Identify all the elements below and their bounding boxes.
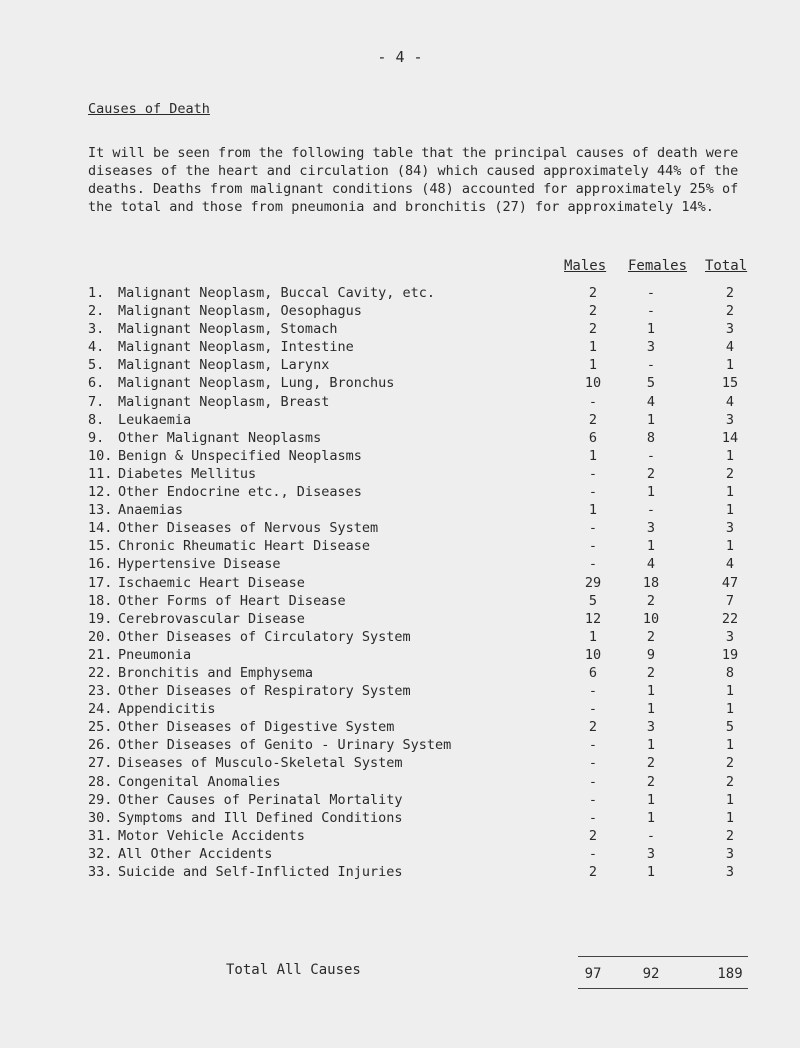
table-row [0, 447, 800, 465]
males-count: 2 [588, 864, 598, 880]
table-row [0, 827, 800, 845]
total-count: 2 [725, 773, 735, 790]
males-count: - [588, 393, 598, 410]
cause-name: Other Endocrine etc., Diseases [118, 484, 362, 501]
males-count: 10 [584, 646, 602, 663]
total-count: 2 [725, 465, 735, 482]
table-row [0, 320, 800, 338]
total-count: 1 [725, 357, 735, 374]
row-number: 10. [88, 447, 113, 464]
males-count: 1 [588, 339, 598, 356]
cause-name: Bronchitis and Emphysema [118, 664, 314, 681]
total-count: 22 [721, 610, 739, 627]
table-row [0, 284, 800, 302]
females-count: 2 [646, 465, 656, 482]
row-number: 27. [88, 755, 113, 772]
table-row [0, 773, 800, 791]
table-row [0, 356, 800, 374]
males-count: 1 [588, 502, 598, 519]
total-count: 15 [721, 375, 739, 392]
table-row [0, 519, 800, 537]
row-number: 16. [88, 556, 113, 573]
row-number: 9. [88, 429, 105, 446]
causes-table-body [0, 284, 800, 881]
females-count: 1 [646, 809, 656, 826]
females-count: 4 [646, 393, 656, 410]
row-number: 7. [88, 393, 105, 410]
males-count: - [588, 773, 598, 790]
total-count: 2 [725, 755, 735, 772]
total-count: 1 [725, 809, 735, 826]
males-count: 2 [588, 411, 598, 428]
total-count: 1 [725, 701, 735, 718]
cause-name: Malignant Neoplasm, Stomach [118, 321, 338, 338]
females-count: 18 [642, 574, 660, 591]
cause-name: Other Diseases of Nervous System [118, 520, 379, 537]
cause-name: Symptoms and Ill Defined Conditions [118, 809, 403, 826]
total-count: 2 [725, 303, 735, 320]
table-row [0, 646, 800, 664]
females-count: 1 [646, 321, 656, 338]
total-count: 1 [725, 484, 735, 501]
females-count: 1 [646, 791, 656, 808]
females-count: 10 [642, 610, 660, 627]
row-number: 13. [88, 502, 113, 519]
total-count: 1 [725, 447, 735, 464]
cause-name: Malignant Neoplasm, Intestine [118, 339, 354, 356]
table-row [0, 863, 800, 881]
cause-name: Malignant Neoplasm, Breast [118, 393, 330, 410]
total-count: 1 [725, 683, 735, 700]
total-count: 8 [725, 664, 735, 681]
total-count: 19 [721, 646, 739, 663]
males-count: - [588, 520, 598, 537]
table-row [0, 555, 800, 573]
females-count: 5 [646, 375, 656, 392]
total-count: 4 [725, 339, 735, 356]
row-number: 30. [88, 809, 113, 826]
males-count: 2 [588, 827, 598, 844]
females-count: 1 [646, 701, 656, 718]
males-count: 6 [588, 664, 598, 681]
females-count: - [646, 303, 656, 320]
males-count: - [588, 737, 598, 754]
males-count: 1 [588, 357, 598, 374]
cause-name: Other Diseases of Circulatory System [118, 628, 411, 645]
females-count: 1 [646, 683, 656, 700]
table-row [0, 664, 800, 682]
row-number: 20. [88, 628, 113, 645]
males-count: 2 [588, 303, 598, 320]
page-number: - 4 - [377, 48, 423, 66]
table-row [0, 302, 800, 320]
males-count: 2 [588, 321, 598, 338]
females-count: 3 [646, 719, 656, 736]
cause-name: Appendicitis [118, 701, 216, 718]
cause-name: Pneumonia [118, 646, 192, 663]
females-count: 1 [646, 737, 656, 754]
males-count: 5 [588, 592, 598, 609]
females-count: - [646, 827, 656, 844]
cause-name: All Other Accidents [118, 845, 273, 862]
row-number: 21. [88, 646, 113, 663]
males-count: 6 [588, 429, 598, 446]
total-header: Total [705, 258, 748, 274]
row-number: 8. [88, 411, 105, 428]
row-number: 14. [88, 520, 113, 537]
females-count: 1 [646, 411, 656, 428]
males-count: 1 [588, 447, 598, 464]
table-row [0, 393, 800, 411]
table-row [0, 465, 800, 483]
females-count: - [646, 502, 656, 519]
males-count: 10 [584, 375, 602, 392]
females-count: 3 [646, 845, 656, 862]
row-number: 33. [88, 864, 113, 880]
row-number: 17. [88, 574, 113, 591]
females-count: 2 [646, 773, 656, 790]
females-header: Females [628, 258, 688, 274]
row-number: 28. [88, 773, 113, 790]
total-count: 4 [725, 393, 735, 410]
cause-name: Other Diseases of Digestive System [118, 719, 395, 736]
cause-name: Other Malignant Neoplasms [118, 429, 322, 446]
table-row [0, 682, 800, 700]
cause-name: Motor Vehicle Accidents [118, 827, 305, 844]
total-count: 3 [725, 411, 735, 428]
males-count: - [588, 845, 598, 862]
total-count: 1 [725, 737, 735, 754]
females-count: - [646, 285, 656, 301]
males-count: 1 [588, 628, 598, 645]
females-count: 1 [646, 538, 656, 555]
males-count: 29 [584, 574, 602, 591]
cause-name: Benign & Unspecified Neoplasms [118, 447, 362, 464]
row-number: 6. [88, 375, 105, 392]
cause-name: Diseases of Musculo-Skeletal System [118, 755, 403, 772]
males-header: Males [564, 258, 607, 274]
totals-top-rule [578, 956, 748, 957]
table-row [0, 791, 800, 809]
row-number: 11. [88, 465, 113, 482]
males-count: - [588, 809, 598, 826]
total-count: 2 [725, 827, 735, 844]
females-count: 9 [646, 646, 656, 663]
total-count: 4 [725, 556, 735, 573]
females-count: 8 [646, 429, 656, 446]
row-number: 19. [88, 610, 113, 627]
table-row [0, 700, 800, 718]
totals-bottom-rule [578, 988, 748, 989]
row-number: 32. [88, 845, 113, 862]
cause-name: Malignant Neoplasm, Oesophagus [118, 303, 362, 320]
table-row [0, 845, 800, 863]
males-count: - [588, 538, 598, 555]
table-row [0, 537, 800, 555]
cause-name: Cerebrovascular Disease [118, 610, 305, 627]
males-count: - [588, 484, 598, 501]
table-header [0, 258, 800, 276]
females-count: 2 [646, 664, 656, 681]
cause-name: Suicide and Self-Inflicted Injuries [118, 864, 403, 880]
males-count: - [588, 556, 598, 573]
males-count: - [588, 791, 598, 808]
row-number: 18. [88, 592, 113, 609]
cause-name: Leukaemia [118, 411, 192, 428]
cause-name: Malignant Neoplasm, Larynx [118, 357, 330, 374]
cause-name: Other Diseases of Genito - Urinary System [118, 737, 452, 754]
females-count: 3 [646, 339, 656, 356]
total-count: 3 [725, 321, 735, 338]
cause-name: Malignant Neoplasm, Lung, Bronchus [118, 375, 395, 392]
total-count: 1 [725, 791, 735, 808]
row-number: 15. [88, 538, 113, 555]
males-count: 2 [588, 285, 598, 301]
table-row [0, 754, 800, 772]
row-number: 29. [88, 791, 113, 808]
total-count: 47 [721, 574, 739, 591]
total-count: 14 [721, 429, 739, 446]
row-number: 23. [88, 683, 113, 700]
total-count: 1 [725, 538, 735, 555]
table-row [0, 718, 800, 736]
row-number: 22. [88, 664, 113, 681]
totals-females: 92 [642, 966, 660, 982]
females-count: 4 [646, 556, 656, 573]
males-count: 2 [588, 719, 598, 736]
table-row [0, 501, 800, 519]
males-count: - [588, 465, 598, 482]
total-count: 1 [725, 502, 735, 519]
table-row [0, 610, 800, 628]
females-count: 3 [646, 520, 656, 537]
females-count: - [646, 447, 656, 464]
cause-name: Diabetes Mellitus [118, 465, 257, 482]
total-count: 2 [725, 285, 735, 301]
row-number: 5. [88, 357, 105, 374]
total-count: 3 [725, 520, 735, 537]
cause-name: Malignant Neoplasm, Buccal Cavity, etc. [118, 285, 435, 301]
table-row [0, 338, 800, 356]
table-row [0, 628, 800, 646]
table-row [0, 411, 800, 429]
row-number: 12. [88, 484, 113, 501]
cause-name: Hypertensive Disease [118, 556, 281, 573]
row-number: 3. [88, 321, 105, 338]
table-row [0, 483, 800, 501]
total-count: 5 [725, 719, 735, 736]
cause-name: Anaemias [118, 502, 184, 519]
cause-name: Congenital Anomalies [118, 773, 281, 790]
males-count: - [588, 683, 598, 700]
total-count: 3 [725, 628, 735, 645]
females-count: - [646, 357, 656, 374]
females-count: 2 [646, 592, 656, 609]
total-count: 3 [725, 845, 735, 862]
cause-name: Ischaemic Heart Disease [118, 574, 305, 591]
table-row [0, 374, 800, 392]
cause-name: Other Forms of Heart Disease [118, 592, 346, 609]
table-row [0, 429, 800, 447]
cause-name: Other Diseases of Respiratory System [118, 683, 411, 700]
total-count: 3 [725, 864, 735, 880]
row-number: 24. [88, 701, 113, 718]
table-row [0, 574, 800, 592]
row-number: 2. [88, 303, 105, 320]
males-count: - [588, 755, 598, 772]
row-number: 1. [88, 285, 105, 301]
females-count: 1 [646, 484, 656, 501]
males-count: - [588, 701, 598, 718]
row-number: 25. [88, 719, 113, 736]
females-count: 1 [646, 864, 656, 880]
totals-label: Total All Causes [226, 962, 361, 978]
cause-name: Chronic Rheumatic Heart Disease [118, 538, 370, 555]
totals-males: 97 [584, 966, 602, 982]
table-row [0, 809, 800, 827]
cause-name: Other Causes of Perinatal Mortality [118, 791, 403, 808]
totals-total: 189 [717, 966, 743, 982]
males-count: 12 [584, 610, 602, 627]
table-row [0, 592, 800, 610]
row-number: 4. [88, 339, 105, 356]
row-number: 31. [88, 827, 113, 844]
females-count: 2 [646, 628, 656, 645]
table-row [0, 736, 800, 754]
section-heading: Causes of Death [88, 101, 210, 117]
females-count: 2 [646, 755, 656, 772]
intro-paragraph: It will be seen from the following table that the principal causes of death were diseases of the heart and circulation (84) which caused approximately 44% of the deaths. Deaths from malignant conditions (48) accounted for approximately 25% of the total and those from pneumonia and bronchitis (27) for approximately 14%. [88, 145, 739, 215]
row-number: 26. [88, 737, 113, 754]
total-count: 7 [725, 592, 735, 609]
